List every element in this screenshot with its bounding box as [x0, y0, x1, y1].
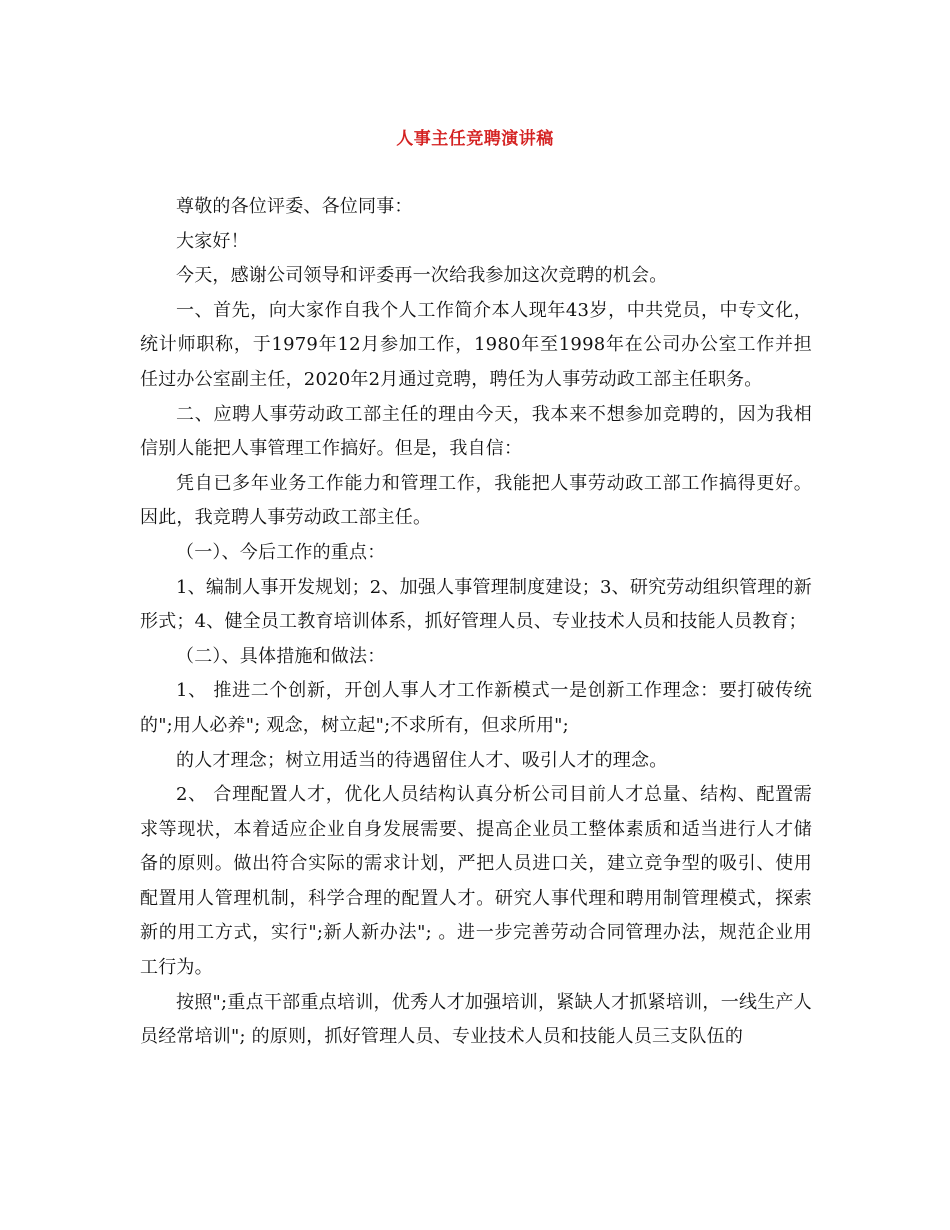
- paragraph-focus-list: 1、编制人事开发规划；2、加强人事管理制度建设；3、研究劳动组织管理的新形式；4、健全员工教育培训体系，抓好管理人员、专业技术人员和技能人员教育；: [140, 576, 812, 633]
- paragraph-measure-2: 2、 合理配置人才，优化人员结构认真分析公司目前人才总量、结构、配置需求等现状，本着适应企业自身发展需要、提高企业员工整体素质和适当进行人才储备的原则。做出符合实际的需求计划，严把人员进口关，建立竞争型的吸引、使用配置用人管理机制，科学合理的配置人才。研究人事代理和聘用制管理模式，探索新的用工方式，实行";新人新办法"; 。进一步完善劳动合同管理办法，规范企业用工行为。: [140, 784, 812, 979]
- paragraph-measure-1: 1、 推进二个创新，开创人事人才工作新模式一是创新工作理念：要打破传统的";用人必养"; 观念，树立起";不求所有，但求所用";: [140, 680, 812, 736]
- paragraph-opening: 今天，感谢公司领导和评委再一次给我参加这次竞聘的机会。: [176, 265, 668, 287]
- paragraph-salutation: 尊敬的各位评委、各位同事：: [176, 196, 413, 217]
- paragraph-greeting: 大家好！: [176, 230, 249, 252]
- paragraph-confidence: 凭自已多年业务工作能力和管理工作，我能把人事劳动政工部工作搞得更好。因此，我竞聘人事劳动政工部主任。: [140, 472, 812, 529]
- document-body: [140, 190, 812, 1055]
- section-heading-focus: （一）、今后工作的重点：: [176, 541, 386, 563]
- document-title: 人事主任竞聘演讲稿: [396, 129, 554, 149]
- paragraph-self-introduction: 一、首先，向大家作自我个人工作简介本人现年43岁，中共党员，中专文化，统计师职称，于1979年12月参加工作，1980年至1998年在公司办公室工作并担任过办公室副主任，2020年2月通过竞聘，聘任为人事劳动政工部主任职务。: [140, 299, 812, 390]
- paragraph-talent-concept: 的人才理念；树立用适当的待遇留住人才、吸引人才的理念。: [176, 749, 668, 771]
- section-heading-measures: （二）、具体措施和做法：: [176, 645, 386, 667]
- paragraph-training: 按照";重点干部重点培训，优秀人才加强培训，紧缺人才抓紧培训，一线生产人员经常培训"; 的原则，抓好管理人员、专业技术人员和技能人员三支队伍的: [140, 991, 812, 1048]
- paragraph-reason: 二、应聘人事劳动政工部主任的理由今天，我本来不想参加竞聘的，因为我相信别人能把人事管理工作搞好。但是，我自信：: [140, 403, 812, 460]
